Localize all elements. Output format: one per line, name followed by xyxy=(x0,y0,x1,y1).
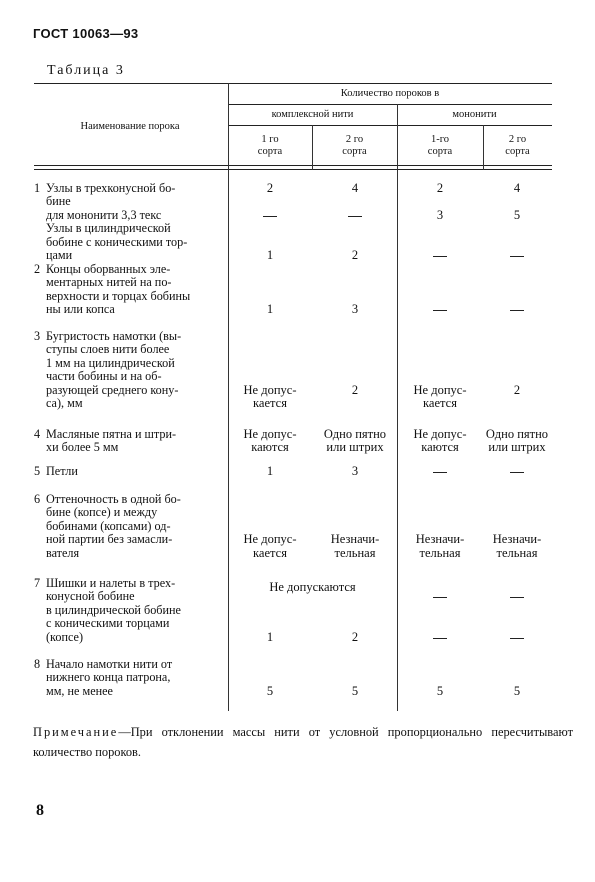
defect-text: Узлы в трехконусной бо- xyxy=(46,181,176,195)
dash-value xyxy=(510,256,524,257)
cell-value: 3 xyxy=(351,302,359,317)
defect-text: Концы оборванных эле- xyxy=(46,262,171,276)
cell-value: 3 xyxy=(436,207,444,222)
cell-value: тельная xyxy=(334,545,376,560)
defect-name-line xyxy=(34,290,234,303)
defect-text: са), мм xyxy=(46,396,83,411)
defect-name-line xyxy=(34,303,234,316)
subgroup-rule xyxy=(228,104,552,105)
defect-name-line xyxy=(34,506,234,519)
defect-text: мм, не менее xyxy=(46,683,113,698)
dash-value xyxy=(433,597,447,598)
dash-value xyxy=(433,638,447,639)
cell-value: или штрих xyxy=(488,440,546,455)
cell-value: 1 xyxy=(266,464,274,478)
defect-text: бобинами (копсами) од- xyxy=(46,518,171,533)
cell-value: 5 xyxy=(436,683,444,698)
defect-text: части бобины и на об- xyxy=(46,369,162,384)
cell-value: 4 xyxy=(351,181,359,195)
cell-value: 2 xyxy=(266,181,274,195)
grade-header: 2 го сорта xyxy=(342,134,367,157)
defect-text: Масляные пятна и штри- xyxy=(46,427,177,441)
defect-text: цами xyxy=(46,248,73,263)
cell-value: Не допус- xyxy=(413,427,467,441)
defect-text: Шишки и налеты в трех- xyxy=(46,576,176,590)
grade-rule xyxy=(228,125,552,126)
row-number: 2 xyxy=(34,262,41,276)
defect-name xyxy=(34,263,234,317)
span-value: Не допускаются xyxy=(269,580,356,594)
subgroup-complex-header: комплексной нити xyxy=(271,109,354,120)
cell-value: Не допус- xyxy=(243,382,297,397)
defect-name-line xyxy=(34,195,234,208)
defect-text: хи более 5 мм xyxy=(46,440,119,455)
defect-name-line xyxy=(34,520,234,533)
cell-value: 1 xyxy=(266,248,274,262)
row-number: 3 xyxy=(34,329,41,343)
cell-value: Не допус- xyxy=(243,427,297,441)
grade-header: 1-го сорта xyxy=(427,134,453,157)
defect-name-line xyxy=(34,631,234,644)
cell-value: каются xyxy=(251,440,289,455)
cell-value: Не допус- xyxy=(243,532,297,547)
dash-value xyxy=(433,310,447,311)
cell-value: Незначи- xyxy=(492,532,542,547)
dash-value xyxy=(433,472,447,473)
defect-text: бине (копсе) и между xyxy=(46,505,158,520)
defect-text: (копсе) xyxy=(46,629,84,644)
defect-text: Бугристость намотки (вы- xyxy=(46,329,182,343)
row-number: 6 xyxy=(34,492,41,506)
defect-text: ментарных нитей на по- xyxy=(46,275,172,290)
defect-text: верхности и торцах бобины xyxy=(46,288,191,303)
cell-value: тельная xyxy=(419,545,461,560)
cell-value: 2 xyxy=(351,629,359,644)
dash-value xyxy=(263,216,277,217)
cell-value: тельная xyxy=(496,545,538,560)
defect-text: в цилиндрической бобине xyxy=(46,602,181,617)
dash-value xyxy=(433,256,447,257)
col-name-header: Наименование порока xyxy=(80,121,180,132)
note-label: Примечание xyxy=(33,725,119,739)
cell-value: 2 xyxy=(436,181,444,195)
row-number: 5 xyxy=(34,464,41,478)
defect-name-line xyxy=(34,590,234,603)
header-bottom-rule-2 xyxy=(34,169,552,170)
defect-name-line xyxy=(34,428,234,441)
cell-value: 5 xyxy=(351,683,359,698)
defect-name-line xyxy=(34,533,234,546)
defect-name-line xyxy=(34,617,234,630)
defect-name xyxy=(34,493,234,560)
header-bottom-rule-1 xyxy=(34,165,552,166)
cell-value: каются xyxy=(421,440,459,455)
defect-name xyxy=(34,465,234,478)
col-group-header: Количество пороков в xyxy=(340,88,440,99)
defect-name-line xyxy=(34,671,234,684)
defect-text: ступы слоев нити более xyxy=(46,342,170,357)
defect-name-line xyxy=(34,222,234,235)
cell-value: 1 xyxy=(266,302,274,317)
defect-name-line xyxy=(34,182,234,195)
row-number: 8 xyxy=(34,657,41,671)
defect-name-line xyxy=(34,236,234,249)
dash-value xyxy=(510,597,524,598)
defect-name-line xyxy=(34,370,234,383)
cell-value: 3 xyxy=(351,464,359,478)
grade-header: 1 го сорта xyxy=(257,134,283,157)
table-note xyxy=(33,722,573,762)
dash-value xyxy=(510,472,524,473)
defect-text: вателя xyxy=(46,545,80,560)
defect-name-line xyxy=(34,493,234,506)
cell-value: кается xyxy=(423,396,457,410)
defect-name xyxy=(34,428,234,455)
row-number: 1 xyxy=(34,181,41,195)
defect-text: ны или копса xyxy=(46,302,115,317)
defect-text: нижнего конца патрона, xyxy=(46,670,171,685)
cell-value: 2 xyxy=(351,382,359,397)
cell-value: Не допус- xyxy=(413,382,467,397)
cell-value: 1 xyxy=(266,629,274,644)
row-number: 7 xyxy=(34,576,41,590)
defect-text: бине xyxy=(46,194,71,209)
dash-value xyxy=(348,216,362,217)
dash-value xyxy=(510,638,524,639)
cell-value: кается xyxy=(253,396,287,410)
cell-value: 2 xyxy=(351,248,359,262)
defect-name-line xyxy=(34,276,234,289)
defect-name-line xyxy=(34,465,234,478)
defect-name-line xyxy=(34,209,234,222)
defect-name-line xyxy=(34,343,234,356)
cell-value: кается xyxy=(253,545,287,560)
row-number: 4 xyxy=(34,427,41,441)
table-caption: Таблица 3 xyxy=(47,63,125,78)
defect-name-line xyxy=(34,658,234,671)
defect-name-line xyxy=(34,685,234,698)
defect-name-line xyxy=(34,577,234,590)
page-number: 8 xyxy=(36,802,44,819)
defect-name-line xyxy=(34,263,234,276)
cell-value: 5 xyxy=(513,207,521,222)
cell-value: 2 xyxy=(513,382,521,397)
defect-name-line xyxy=(34,357,234,370)
defect-name-line xyxy=(34,604,234,617)
cell-value: или штрих xyxy=(326,440,384,455)
defect-text: ной партии без замасли- xyxy=(46,532,173,547)
document-header: ГОСТ 10063—93 xyxy=(33,26,139,41)
defect-text: с коническими торцами xyxy=(46,616,170,631)
dash-value xyxy=(510,310,524,311)
defect-text: для мононити 3,3 текс xyxy=(46,207,162,222)
defect-text: бобине с коническими тор- xyxy=(46,234,188,249)
subgroup-mono-header: мононити xyxy=(452,109,497,120)
cell-value: Незначи- xyxy=(415,532,465,547)
defect-name-line xyxy=(34,441,234,454)
defect-name xyxy=(34,658,234,698)
defect-name-line xyxy=(34,249,234,262)
defect-name-line xyxy=(34,330,234,343)
cell-value: 5 xyxy=(513,683,521,698)
defect-text: Узлы в цилиндрической xyxy=(46,221,171,236)
defect-name xyxy=(34,577,234,644)
cell-value: Одно пятно xyxy=(485,427,549,441)
grade-header: 2 го сорта xyxy=(505,134,530,157)
cell-value: Незначи- xyxy=(330,532,380,547)
table-top-rule xyxy=(34,83,552,84)
note-text: —При отклонении массы нити от условной пропорционально пересчитывают количество пороков. xyxy=(33,725,573,759)
cell-value: Одно пятно xyxy=(323,427,387,441)
cell-value: 4 xyxy=(513,181,521,195)
defect-text: 1 мм на цилиндрической xyxy=(46,355,175,370)
defect-text: разующей среднего кону- xyxy=(46,382,179,397)
cell-value: 5 xyxy=(266,683,274,698)
defect-text: Начало намотки нити от xyxy=(46,657,173,671)
defect-name-line xyxy=(34,397,234,410)
defect-name-line xyxy=(34,384,234,397)
defect-text: Петли xyxy=(46,464,78,478)
defect-name xyxy=(34,182,234,262)
defect-name xyxy=(34,330,234,410)
defect-name-line xyxy=(34,547,234,560)
defect-text: конусной бобине xyxy=(46,589,135,604)
defect-text: Оттеночность в одной бо- xyxy=(46,492,181,506)
